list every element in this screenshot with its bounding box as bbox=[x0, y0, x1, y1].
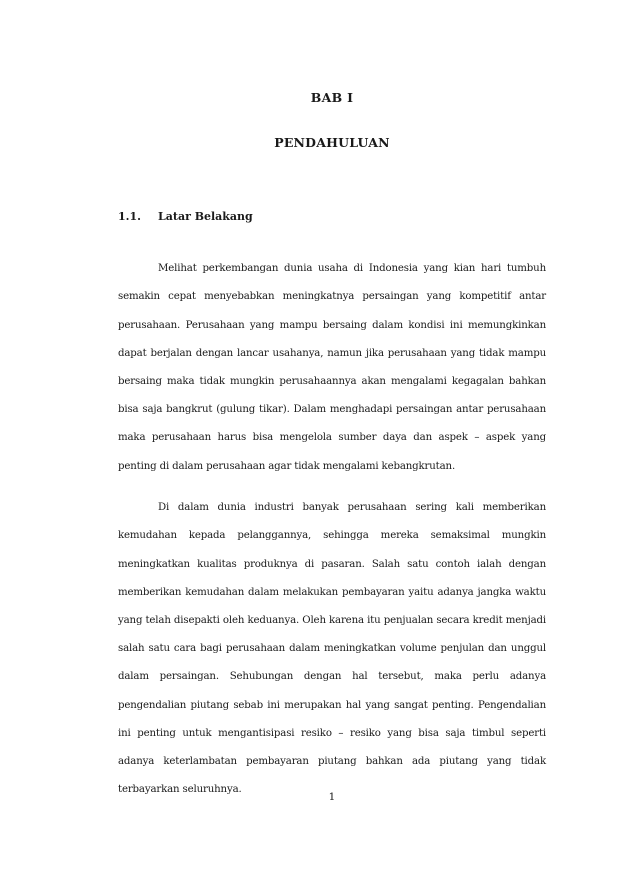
section-heading bbox=[118, 210, 253, 223]
body-paragraph-2: Di dalam dunia industri banyak perusahaan sering kali memberikan kemudahan kepada pelanggannya, sehingga mereka semaksimal mungkin meningkatkan kualitas produknya di pasaran. Salah satu contoh ialah dengan memberikan kemudahan dalam melakukan pembayaran yaitu adanya jangka waktu yang telah disepakti oleh keduanya. Oleh karena itu penjualan secara kredit menjadi salah satu cara bagi perusahaan dalam meningkatkan volume penjulan dan unggul dalam persaingan. Sehubungan dengan hal tersebut, maka perlu adanya pengendalian piutang sebab ini merupakan hal yang sangat penting. Pengendalian ini penting untuk mengantisipasi resiko – resiko yang bisa saja timbul seperti adanya keterlambatan pembayaran piutang bahkan ada piutang yang tidak terbayarkan seluruhnya. bbox=[118, 502, 546, 796]
page-number: 1 bbox=[328, 791, 336, 803]
chapter-label: BAB I bbox=[310, 90, 354, 105]
body-paragraph-1: Melihat perkembangan dunia usaha di Indonesia yang kian hari tumbuh semakin cepat menyebabkan meningkatnya persaingan yang kompetitif antar perusahaan. Perusahaan yang mampu bersaing dalam kondisi ini memungkinkan dapat berjalan dengan lancar usahanya, namun jika perusahaan yang tidak mampu bersaing maka tidak mungkin perusahaannya akan mengalami kegagalan bahkan bisa saja bangkrut (gulung tikar). Dalam menghadapi persaingan antar perusahaan maka perusahaan harus bisa mengelola sumber daya dan aspek – aspek yang penting di dalam perusahaan agar tidak mengalami kebangkrutan. bbox=[118, 263, 546, 472]
chapter-title: PENDAHULUAN bbox=[274, 135, 390, 150]
section-number: 1.1. bbox=[118, 210, 141, 223]
section-title: Latar Belakang bbox=[158, 210, 253, 223]
